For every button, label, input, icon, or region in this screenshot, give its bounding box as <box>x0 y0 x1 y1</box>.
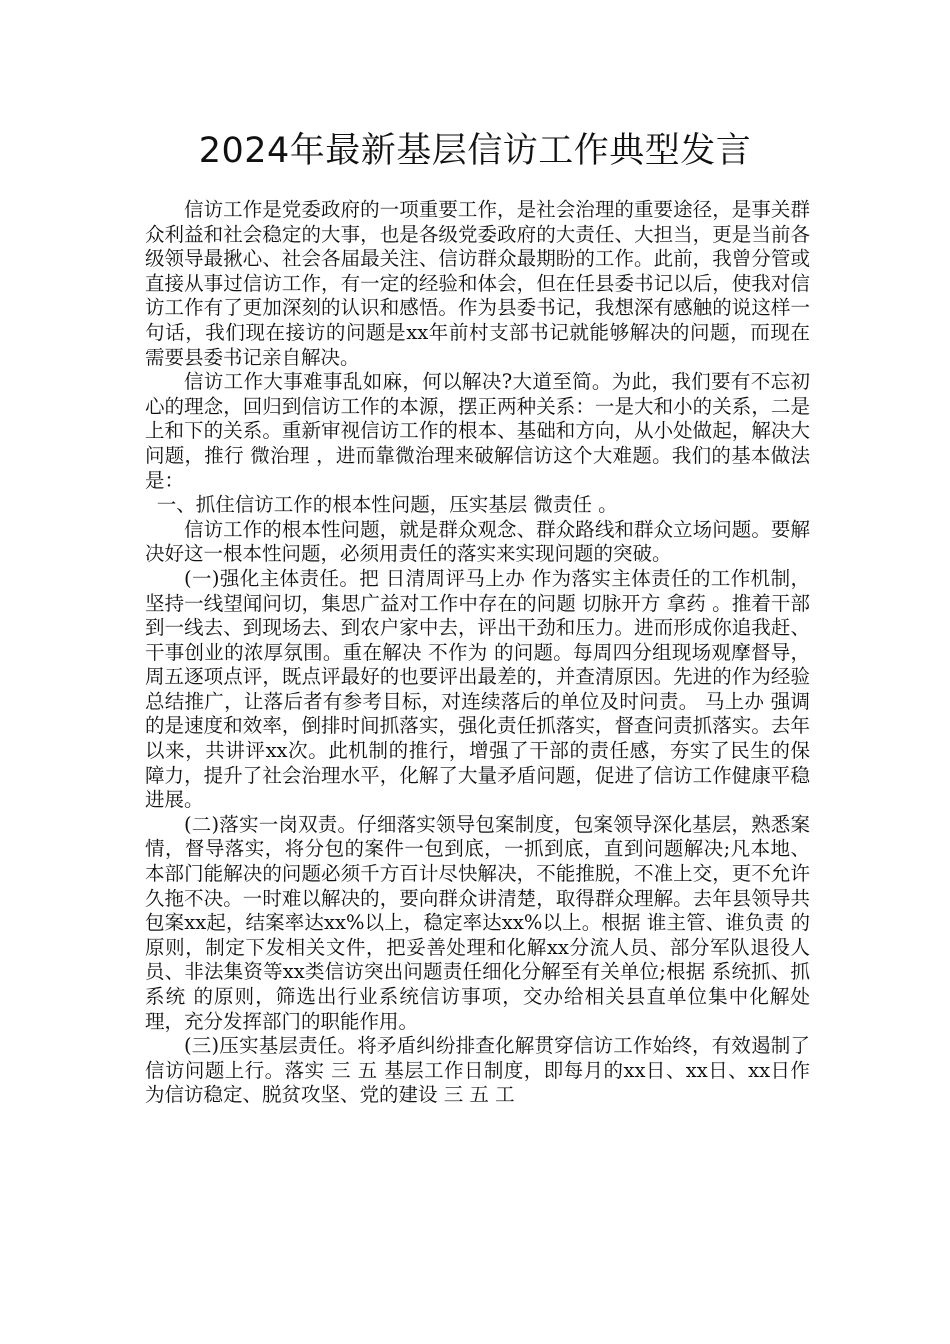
document-body <box>145 198 810 1108</box>
paragraph-subsection-2: (二)落实一岗双责。仔细落实领导包案制度，包案领导深化基层，熟悉案情，督导落实，将分包的案件一包到底，一抓到底，直到问题解决;凡本地、本部门能解决的问题必须千方百计尽快解决，不能推脱，不准上交，更不允许久拖不决。一时难以解决的，要向群众讲清楚，取得群众理解。去年县领导共包案xx起，结案率达xx%以上，稳定率达xx%以上。根据 谁主管、谁负责 的原则，制定下发相关文件，把妥善处理和化解xx分流人员、部分军队退役人员、非法集资等xx类信访突出问题责任细化分解至有关单位;根据 系统抓、抓系统 的原则，筛选出行业系统信访事项，交办给相关县直单位集中化解处理，充分发挥部门的职能作用。 <box>145 812 810 1033</box>
paragraph-root-issue: 信访工作的根本性问题，就是群众观念、群众路线和群众立场问题。要解决好这一根本性问题，必须用责任的落实来实现问题的突破。 <box>145 517 810 566</box>
paragraph-intro: 信访工作是党委政府的一项重要工作，是社会治理的重要途径，是事关群众利益和社会稳定的大事，也是各级党委政府的大责任、大担当，更是当前各级领导最揪心、社会各届最关注、信访群众最期盼的工作。此前，我曾分管或直接从事过信访工作，有一定的经验和体会，但在任县委书记以后，使我对信访工作有了更加深刻的认识和感悟。作为县委书记，我想深有感触的说这样一句话，我们现在接访的问题是xx年前村支部书记就能够解决的问题，而现在需要县委书记亲自解决。 <box>145 198 810 369</box>
paragraph-approach: 信访工作大事难事乱如麻，何以解决?大道至简。为此，我们要有不忘初心的理念，回归到信访工作的本源，摆正两种关系：一是大和小的关系，二是上和下的关系。重新审视信访工作的根本、基础和方向，从小处做起，解决大问题，推行 微治理 ，进而靠微治理来破解信访这个大难题。我们的基本做法是： <box>145 370 810 492</box>
paragraph-subsection-1: (一)强化主体责任。把 日清周评马上办 作为落实主体责任的工作机制，坚持一线望闻问切，集思广益对工作中存在的问题 切脉开方 拿药 。推着干部到一线去、到现场去、到农户家中去，评出干劲和压力。进而形成你追我赶、干事创业的浓厚氛围。重在解决 不作为 的问题。每周四分组现场观摩督导，周五逐项点评，既点评最好的也要评出最差的，并查清原因。先进的作为经验总结推广，让落后者有参考目标，对连续落后的单位及时问责。 马上办 强调的是速度和效率，倒排时间抓落实，强化责任抓落实，督查问责抓落实。去年以来，共讲评xx次。此机制的推行，增强了干部的责任感，夯实了民生的保障力，提升了社会治理水平，化解了大量矛盾问题，促进了信访工作健康平稳进展。 <box>145 566 810 812</box>
document-title: 2024年最新基层信访工作典型发言 <box>198 131 752 171</box>
section-heading-1: 一、抓住信访工作的根本性问题，压实基层 微责任 。 <box>156 493 618 517</box>
paragraph-subsection-3: (三)压实基层责任。将矛盾纠纷排查化解贯穿信访工作始终，有效遏制了信访问题上行。落实 三 五 基层工作日制度，即每月的xx日、xx日、xx日作为信访稳定、脱贫攻坚、党的建设 三 五 工 <box>145 1034 810 1107</box>
